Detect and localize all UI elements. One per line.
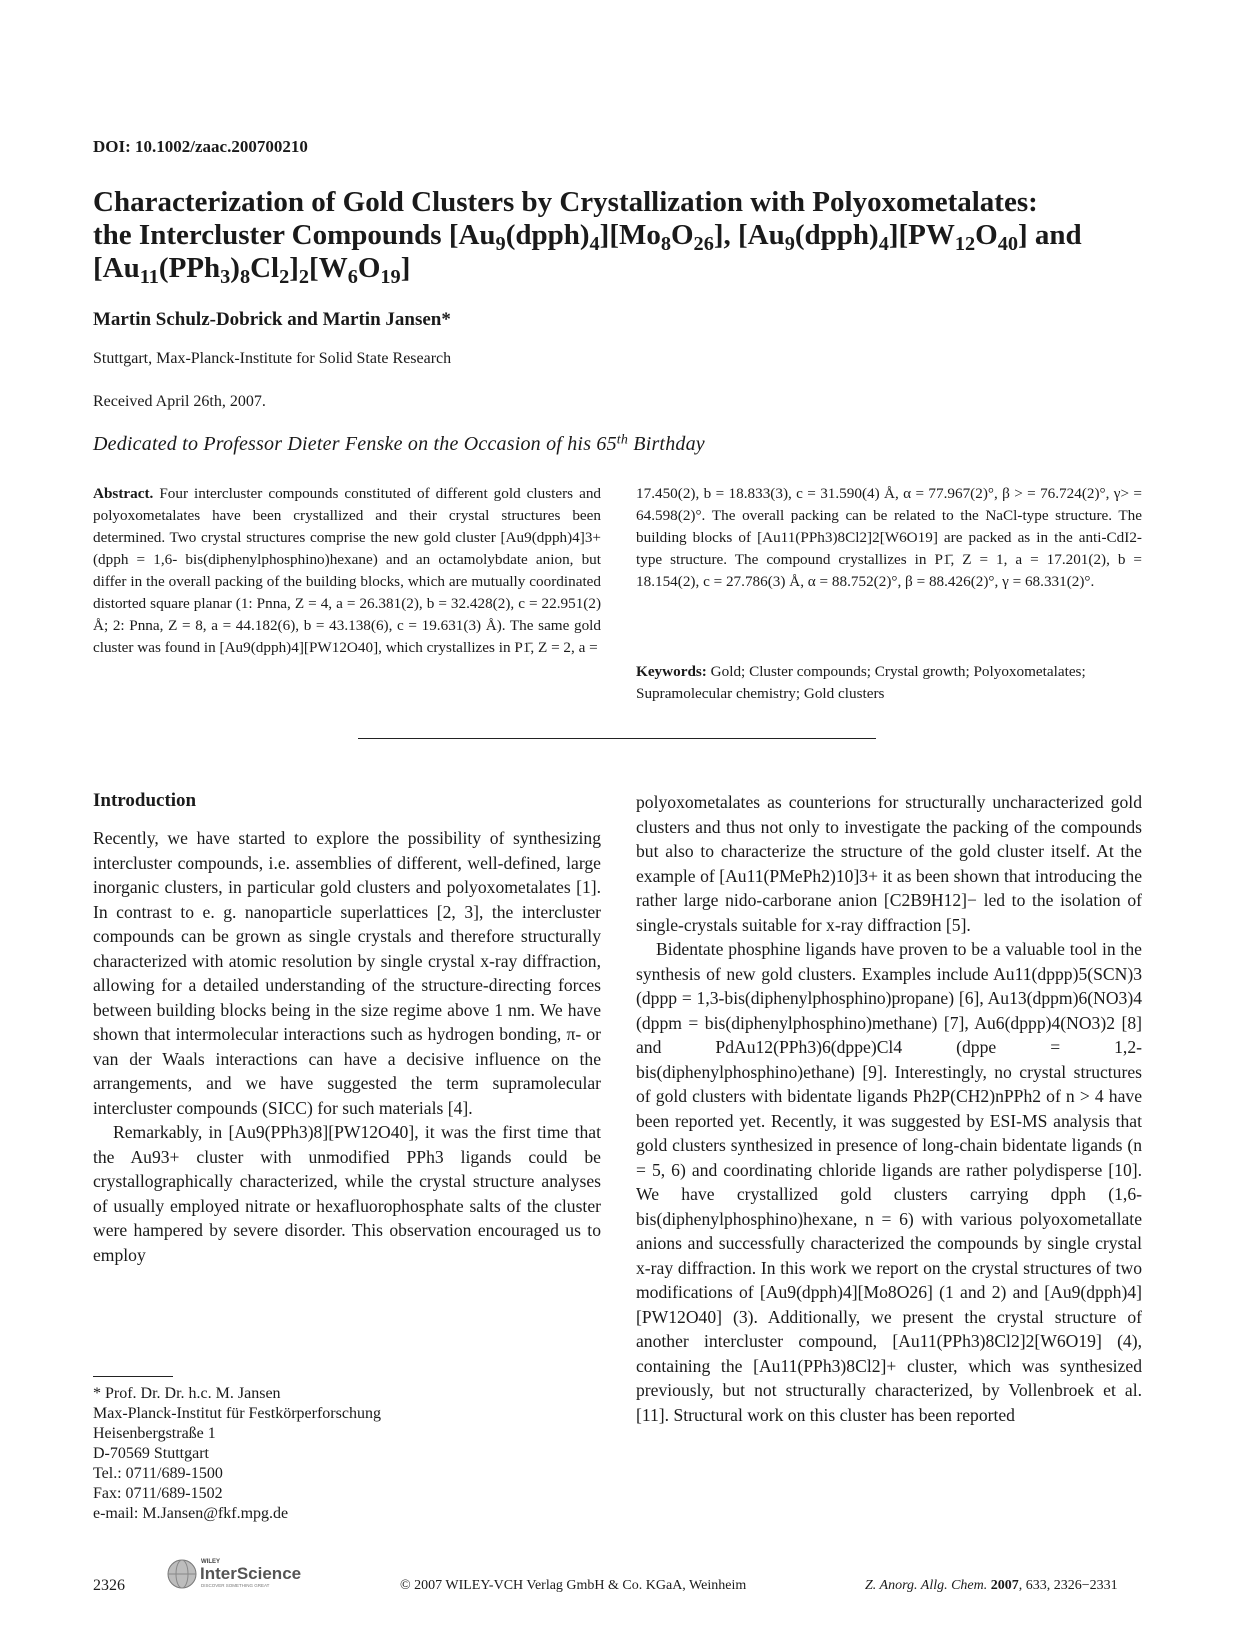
logo-tagline: DISCOVER SOMETHING GREAT <box>201 1583 270 1588</box>
paragraph: Bidentate phosphine ligands have proven to be a valuable tool in the synthesis of new gold clusters. Examples include Au11(dppp)5(SCN)3 (dppp = 1,3-bis(diphenylphosphino)propane) [6], Au13(dppm)6(NO3)4 (dppm = bis(diphenylphosphino)methane) [7], Au6(dppp)4(NO3)2 [8] and PdAu12(PPh3)6(dppe)Cl4 (dppe = 1,2-bis(diphenylphosphino)ethane) [9]. Interestingly, no crystal structures of gold clusters with bidentate ligands Ph2P(CH2)nPPh2 of n > 4 have been reported yet. Recently, it was suggested by ESI-MS analysis that gold clusters synthesized in presence of long-chain bidentate ligands (n = 5, 6) and coordinating chloride ligands are rather polydisperse [10]. We have crystallized gold clusters carrying dpph (1,6- bis(diphenylphosphino)hexane, n = 6) with various polyoxometallate anions and successfully characterized the compounds by single crystal x-ray diffraction. In this work we report on the crystal structures of two modifications of [Au9(dpph)4][Mo8O26] (1 and 2) and [Au9(dpph)4][PW12O40] (3). Additionally, we present the crystal structure of another intercluster compound, [Au11(PPh3)8Cl2]2[W6O19] (4), containing the [Au11(PPh3)8Cl2]+ cluster, which was synthesized previously, but not structurally characterized, by Vollenbroek et al. [11]. Structural work on this cluster has been reported <box>636 939 1142 1425</box>
body-column-right <box>636 790 1142 1427</box>
received-date: Received April 26th, 2007. <box>93 393 266 410</box>
article-title: Characterization of Gold Clusters by Crystallization with Polyoxometalates: the Intercluster Compounds $[Au_9(dpph)_4][Mo_8O_{26}]$, $[Au_9(dpph)_4][PW_{12}O_{40}]$ and $[Au_{11}(PPh_3)_8Cl_2]_2[W_6O_{19}]$ <box>93 186 1082 289</box>
abstract-left: Abstract. Four intercluster compounds constituted of different gold clusters and polyoxometalates have been crystallized and their crystal structures been determined. Two crystal structures comprise the new gold cluster [Au9(dpph)4]3+ (dpph = 1,6- bis(diphenylphosphino)hexane) and an octamolybdate anion, but differ in the overall packing of the building blocks, which are mutually coordinated distorted square planar (1: Pnna, Z = 4, a = 26.381(2), b = 32.428(2), c = 22.951(2) Å; 2: Pnna, Z = 8, a = 44.182(6), b = 43.138(6), c = 19.631(3) Å). The same gold cluster was found in [Au9(dpph)4][PW12O40], which crystallizes in P1̄, Z = 2, a = <box>93 485 602 656</box>
footnote-divider <box>93 1376 173 1377</box>
page-number: 2326 <box>93 1577 125 1594</box>
body-column-left <box>93 826 601 1267</box>
publisher-logo <box>165 1554 335 1594</box>
paragraph: Recently, we have started to explore the possibility of synthesizing intercluster compounds, i.e. assemblies of different, well-defined, large inorganic clusters, in particular gold clusters and polyoxometalates [1]. In contrast to e. g. nanoparticle superlattices [2, 3], the intercluster compounds can be grown as single crystals and therefore structurally characterized with atomic resolution by single crystal x-ray diffraction, allowing for a detailed understanding of the structure-directing forces between building blocks being in the size regime above 1 nm. We have shown that intermolecular interactions such as hydrogen bonding, π- or van der Waals interactions can have a decisive influence on the arrangements, and we have suggested the term supramolecular intercluster compounds (SICC) for such materials [4]. <box>93 828 601 1118</box>
affiliation: Stuttgart, Max-Planck-Institute for Solid State Research <box>93 350 452 367</box>
paragraph: Remarkably, in [Au9(PPh3)8][PW12O40], it was the first time that the Au93+ cluster with unmodified PPh3 ligands could be crystallographically characterized, while the crystal structure analyses of usually employed nitrate or hexafluorophosphate salts of the cluster were hampered by severe disorder. This observation encouraged us to employ <box>93 1122 601 1265</box>
logo-small-text: WILEY <box>201 1559 220 1565</box>
logo-main-text: InterScience <box>200 1564 302 1583</box>
keywords: Keywords: Gold; Cluster compounds; Crystal growth; Polyoxometalates; Supramolecular chemistry; Gold clusters <box>636 663 1086 702</box>
doi: DOI: 10.1002/zaac.200700210 <box>93 137 308 156</box>
paragraph: polyoxometalates as counterions for structurally uncharacterized gold clusters and thus not only to investigate the packing of the compounds but also to characterize the structure of the gold cluster itself. At the example of [Au11(PMePh2)10]3+ it as been shown that introducing the rather large nido-carborane anion [C2B9H12]− led to the isolation of single-crystals suitable for x-ray diffraction [5]. <box>636 792 1142 935</box>
copyright: © 2007 WILEY-VCH Verlag GmbH & Co. KGaA, Weinheim <box>400 1578 747 1593</box>
abstract-right: 17.450(2), b = 18.833(3), c = 31.590(4) Å, α = 77.967(2)°, β > = 76.724(2)°, γ> = 64.598(2)°. The overall packing can be related to the NaCl-type structure. The building blocks of [Au11(PPh3)8Cl2]2[W6O19] are packed as in the anti-CdI2-type structure. The compound crystallizes in P1̄, Z = 1, a = 17.201(2), b = 18.154(2), c = 27.786(3) Å, α = 88.752(2)°, β = 88.426(2)°, γ = 68.331(2)°. <box>636 485 1142 590</box>
authors: Martin Schulz-Dobrick and Martin Jansen* <box>93 309 451 330</box>
section-heading: Introduction <box>93 790 197 811</box>
section-divider <box>358 738 876 739</box>
journal-citation: Z. Anorg. Allg. Chem. 2007, 633, 2326−2331 <box>865 1578 1118 1593</box>
footnote: * Prof. Dr. Dr. h.c. M. Jansen Max-Planck-Institut für Festkörperforschung Heisenbergstraße 1 D-70569 Stuttgart Tel.: 0711/689-1500 Fax: 0711/689-1502 e-mail: M.Jansen@fkf.mpg.de <box>93 1385 381 1522</box>
interscience-globe-icon <box>165 1554 335 1594</box>
dedication: Dedicated to Professor Dieter Fenske on the Occasion of his 65th Birthday <box>93 432 705 455</box>
